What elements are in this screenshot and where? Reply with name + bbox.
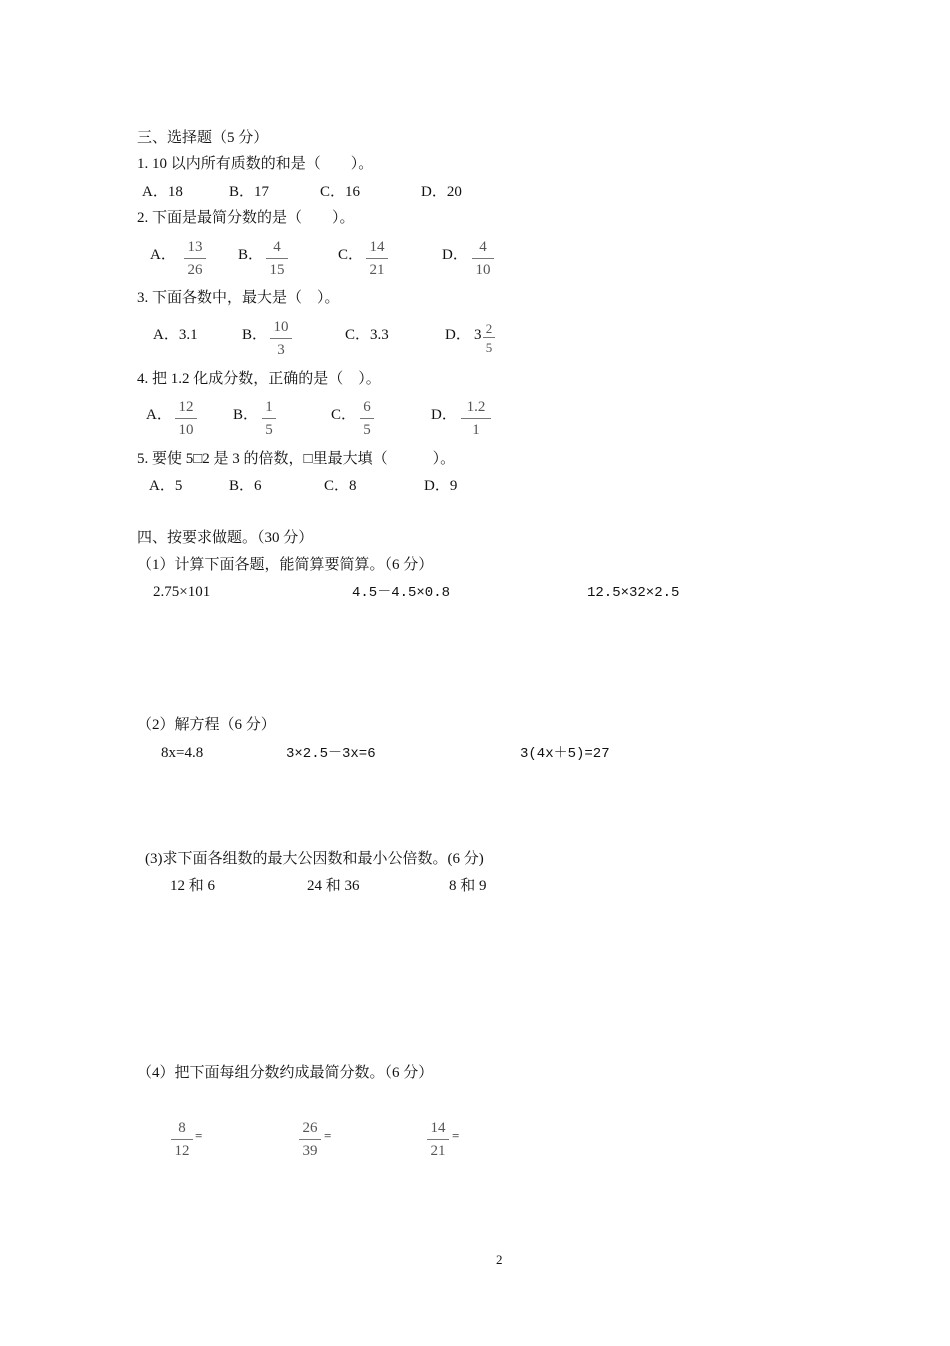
p4-equals-3: = xyxy=(452,1128,460,1143)
p2-item-2: 3×2.5－3x=6 xyxy=(286,746,376,762)
q2-stem: 2. 下面是最简分数的是（ ）。 xyxy=(137,210,355,226)
q2-fraction-b xyxy=(266,240,288,278)
p3-title: (3)求下面各组数的最大公因数和最小公倍数。(6 分) xyxy=(145,851,484,867)
fraction-numerator: 12 xyxy=(175,400,197,419)
fraction-numerator: 10 xyxy=(270,320,292,339)
p1-item-2: 4.5－4.5×0.8 xyxy=(352,585,451,601)
q3-label-b: B． xyxy=(242,327,268,343)
q3-stem: 3. 下面各数中，最大是（ ）。 xyxy=(137,290,340,306)
fraction-denominator: 10 xyxy=(475,262,491,278)
fraction-denominator: 1 xyxy=(472,422,480,438)
p2-title: （2）解方程（6 分） xyxy=(137,717,276,733)
q5-option-d: D．9 xyxy=(424,478,458,494)
p1-item-3: 12.5×32×2.5 xyxy=(587,585,680,601)
p1-item-1: 2.75×101 xyxy=(153,584,211,600)
q4-fraction-c xyxy=(360,400,374,438)
p4-fraction-3 xyxy=(427,1121,449,1159)
q2-label-b: B． xyxy=(238,247,264,263)
fraction-denominator: 21 xyxy=(369,262,385,278)
q4-stem: 4. 把 1.2 化成分数，正确的是（ ）。 xyxy=(137,371,381,387)
q1-stem: 1. 10 以内所有质数的和是（ ）。 xyxy=(137,156,374,172)
p3-item-3: 8 和 9 xyxy=(449,878,487,894)
fraction-denominator: 26 xyxy=(187,262,203,278)
p1-title: （1）计算下面各题，能简算要简算。（6 分） xyxy=(137,557,434,573)
fraction-numerator: 6 xyxy=(360,400,374,419)
fraction-numerator: 4 xyxy=(472,240,494,259)
page-number: 2 xyxy=(496,1252,503,1267)
q5-stem: 5. 要使 5□2 是 3 的倍数，□里最大填（ ）。 xyxy=(137,451,456,467)
q5-option-a: A．5 xyxy=(149,478,183,494)
q4-label-d: D． xyxy=(431,407,457,423)
fraction-numerator: 14 xyxy=(427,1121,449,1140)
section4-title: 四、按要求做题。（30 分） xyxy=(137,530,314,546)
q4-fraction-a xyxy=(175,400,197,438)
q3-option-a: A．3.1 xyxy=(153,327,198,343)
q2-fraction-c xyxy=(366,240,388,278)
fraction-denominator: 5 xyxy=(265,422,273,438)
q3-option-c: C．3.3 xyxy=(345,327,389,343)
fraction-numerator: 1 xyxy=(262,400,276,419)
q4-label-a: A． xyxy=(146,407,172,423)
fraction-denominator: 21 xyxy=(430,1143,446,1159)
fraction-numerator: 2 xyxy=(483,322,495,338)
q5-option-b: B．6 xyxy=(229,478,262,494)
fraction-denominator: 39 xyxy=(302,1143,318,1159)
p3-item-2: 24 和 36 xyxy=(307,878,360,894)
fraction-numerator: 14 xyxy=(366,240,388,259)
p4-equals-2: = xyxy=(324,1128,332,1143)
p4-title: （4）把下面每组分数约成最简分数。（6 分） xyxy=(137,1065,434,1081)
q4-fraction-d xyxy=(461,400,491,438)
fraction-denominator: 3 xyxy=(277,342,285,358)
fraction-numerator: 13 xyxy=(184,240,206,259)
q3-fraction-b xyxy=(270,320,292,358)
p2-item-1: 8x=4.8 xyxy=(161,745,204,761)
q2-label-c: C． xyxy=(338,247,364,263)
fraction-denominator: 10 xyxy=(178,422,194,438)
q1-option-b: B．17 xyxy=(229,184,270,200)
q2-label-d: D． xyxy=(442,247,468,263)
q3-label-d: D． xyxy=(445,327,471,343)
q1-option-d: D．20 xyxy=(421,184,462,200)
fraction-denominator: 5 xyxy=(363,422,371,438)
p4-fraction-1 xyxy=(171,1121,193,1159)
q2-label-a: A． xyxy=(150,247,176,263)
p4-equals-1: = xyxy=(195,1128,203,1143)
q5-option-c: C．8 xyxy=(324,478,357,494)
q2-fraction-a xyxy=(184,240,206,278)
q4-fraction-b xyxy=(262,400,276,438)
fraction-numerator: 26 xyxy=(299,1121,321,1140)
q4-label-c: C． xyxy=(331,407,357,423)
q4-label-b: B． xyxy=(233,407,259,423)
fraction-denominator: 12 xyxy=(174,1143,190,1159)
p4-fraction-2 xyxy=(299,1121,321,1159)
fraction-numerator: 4 xyxy=(266,240,288,259)
q1-option-c: C．16 xyxy=(320,184,361,200)
q3-mixed-fraction xyxy=(483,322,495,354)
q1-option-a: A．18 xyxy=(142,184,183,200)
q3-mixed-integer: 3 xyxy=(474,327,482,343)
fraction-denominator: 5 xyxy=(485,340,493,355)
section3-title: 三、选择题（5 分） xyxy=(137,130,269,146)
p3-item-1: 12 和 6 xyxy=(170,878,216,894)
fraction-numerator: 1.2 xyxy=(461,400,491,419)
fraction-numerator: 8 xyxy=(171,1121,193,1140)
fraction-denominator: 15 xyxy=(269,262,285,278)
p2-item-3: 3(4x＋5)=27 xyxy=(520,746,610,762)
q2-fraction-d xyxy=(472,240,494,278)
